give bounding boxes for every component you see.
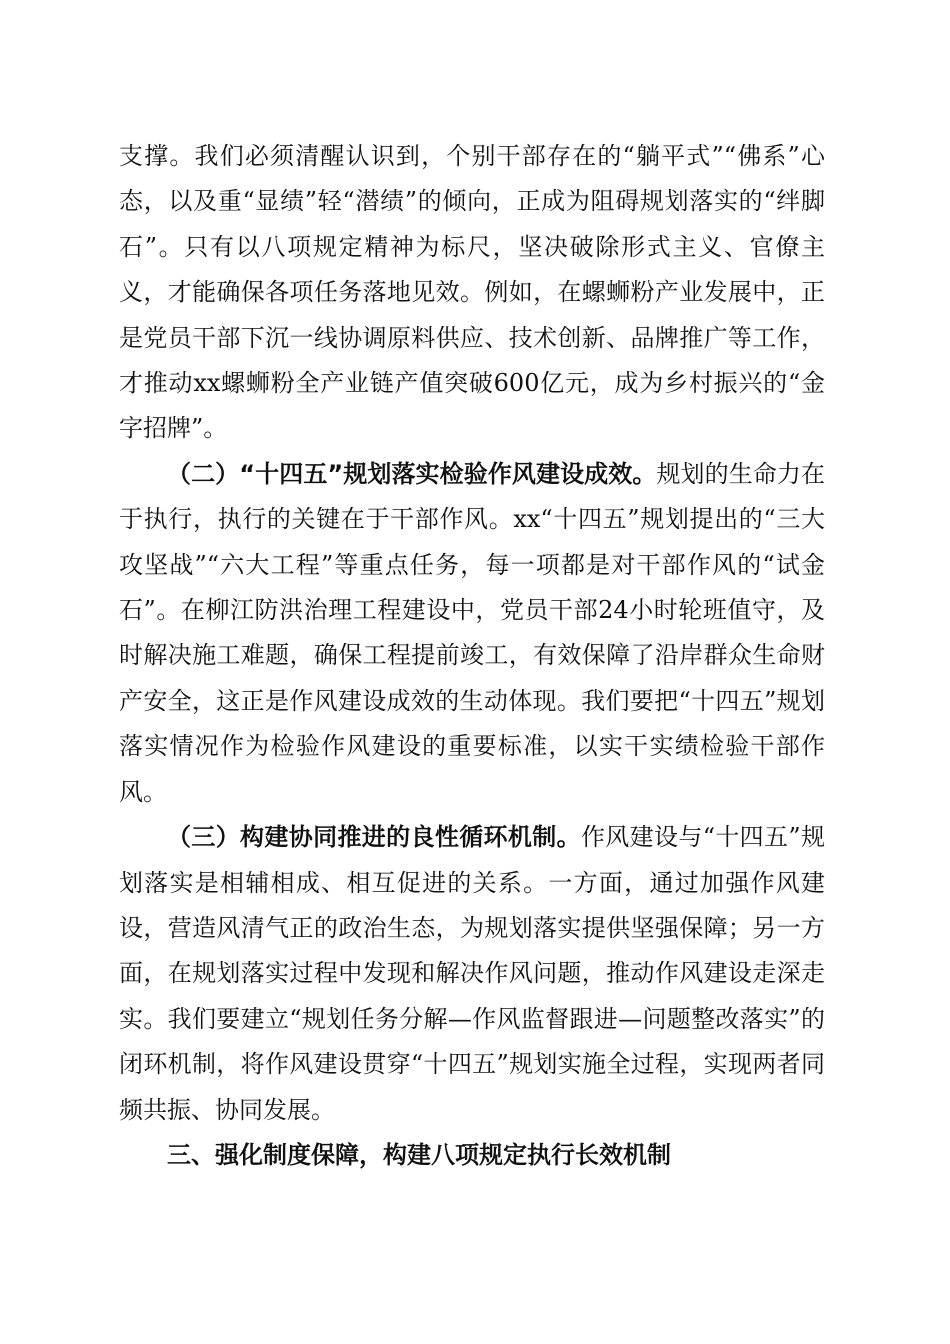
subsection-3-heading: （三）构建协同推进的良性循环机制。 <box>167 823 581 852</box>
paragraph-text: 作风建设与“十四五”规划落实是相辅相成、相互促进的关系。一方面，通过加强作风建设，营造风清气正的政治生态，为规划落实提供坚强保障；另一方面，在规划落实过程中发现和解决作风问题，推动作风建设走深走实。我们要建立“规划任务分解—作风监督跟进—问题整改落实”的闭环机制，将作风建设贯穿“十四五”规划实施全过程，实现两者同频共振、协同发展。 <box>119 823 825 1124</box>
paragraph-subsection-2 <box>119 452 825 815</box>
paragraph-subsection-3 <box>119 815 825 1133</box>
paragraph-text: 支撑。我们必须清醒认识到，个别干部存在的“躺平式”“佛系”心态，以及重“显绩”轻“潜绩”的倾向，正成为阻碍规划落实的“绊脚石”。只有以八项规定精神为标尺，坚决破除形式主义、官僚主义，才能确保各项任务落地见效。例如，在螺蛳粉产业发展中，正是党员干部下沉一线协调原料供应、技术创新、品牌推广等工作，才推动xx螺蛳粉全产业链产值突破600亿元，成为乡村振兴的“金字招牌”。 <box>119 142 825 443</box>
document-page <box>119 134 825 1178</box>
subsection-2-heading: （二）“十四五”规划落实检验作风建设成效。 <box>167 459 657 488</box>
paragraph-continuation <box>119 134 825 452</box>
section-heading: 三、强化制度保障，构建八项规定执行长效机制 <box>167 1140 671 1169</box>
paragraph-text: 规划的生命力在于执行，执行的关键在于干部作风。xx“十四五”规划提出的“三大攻坚战”“六大工程”等重点任务，每一项都是对干部作风的“试金石”。在柳江防洪治理工程建设中，党员干部24小时轮班值守，及时解决施工难题，确保工程提前竣工，有效保障了沿岸群众生命财产安全，这正是作风建设成效的生动体现。我们要把“十四五”规划落实情况作为检验作风建设的重要标准，以实干实绩检验干部作风。 <box>119 459 826 806</box>
